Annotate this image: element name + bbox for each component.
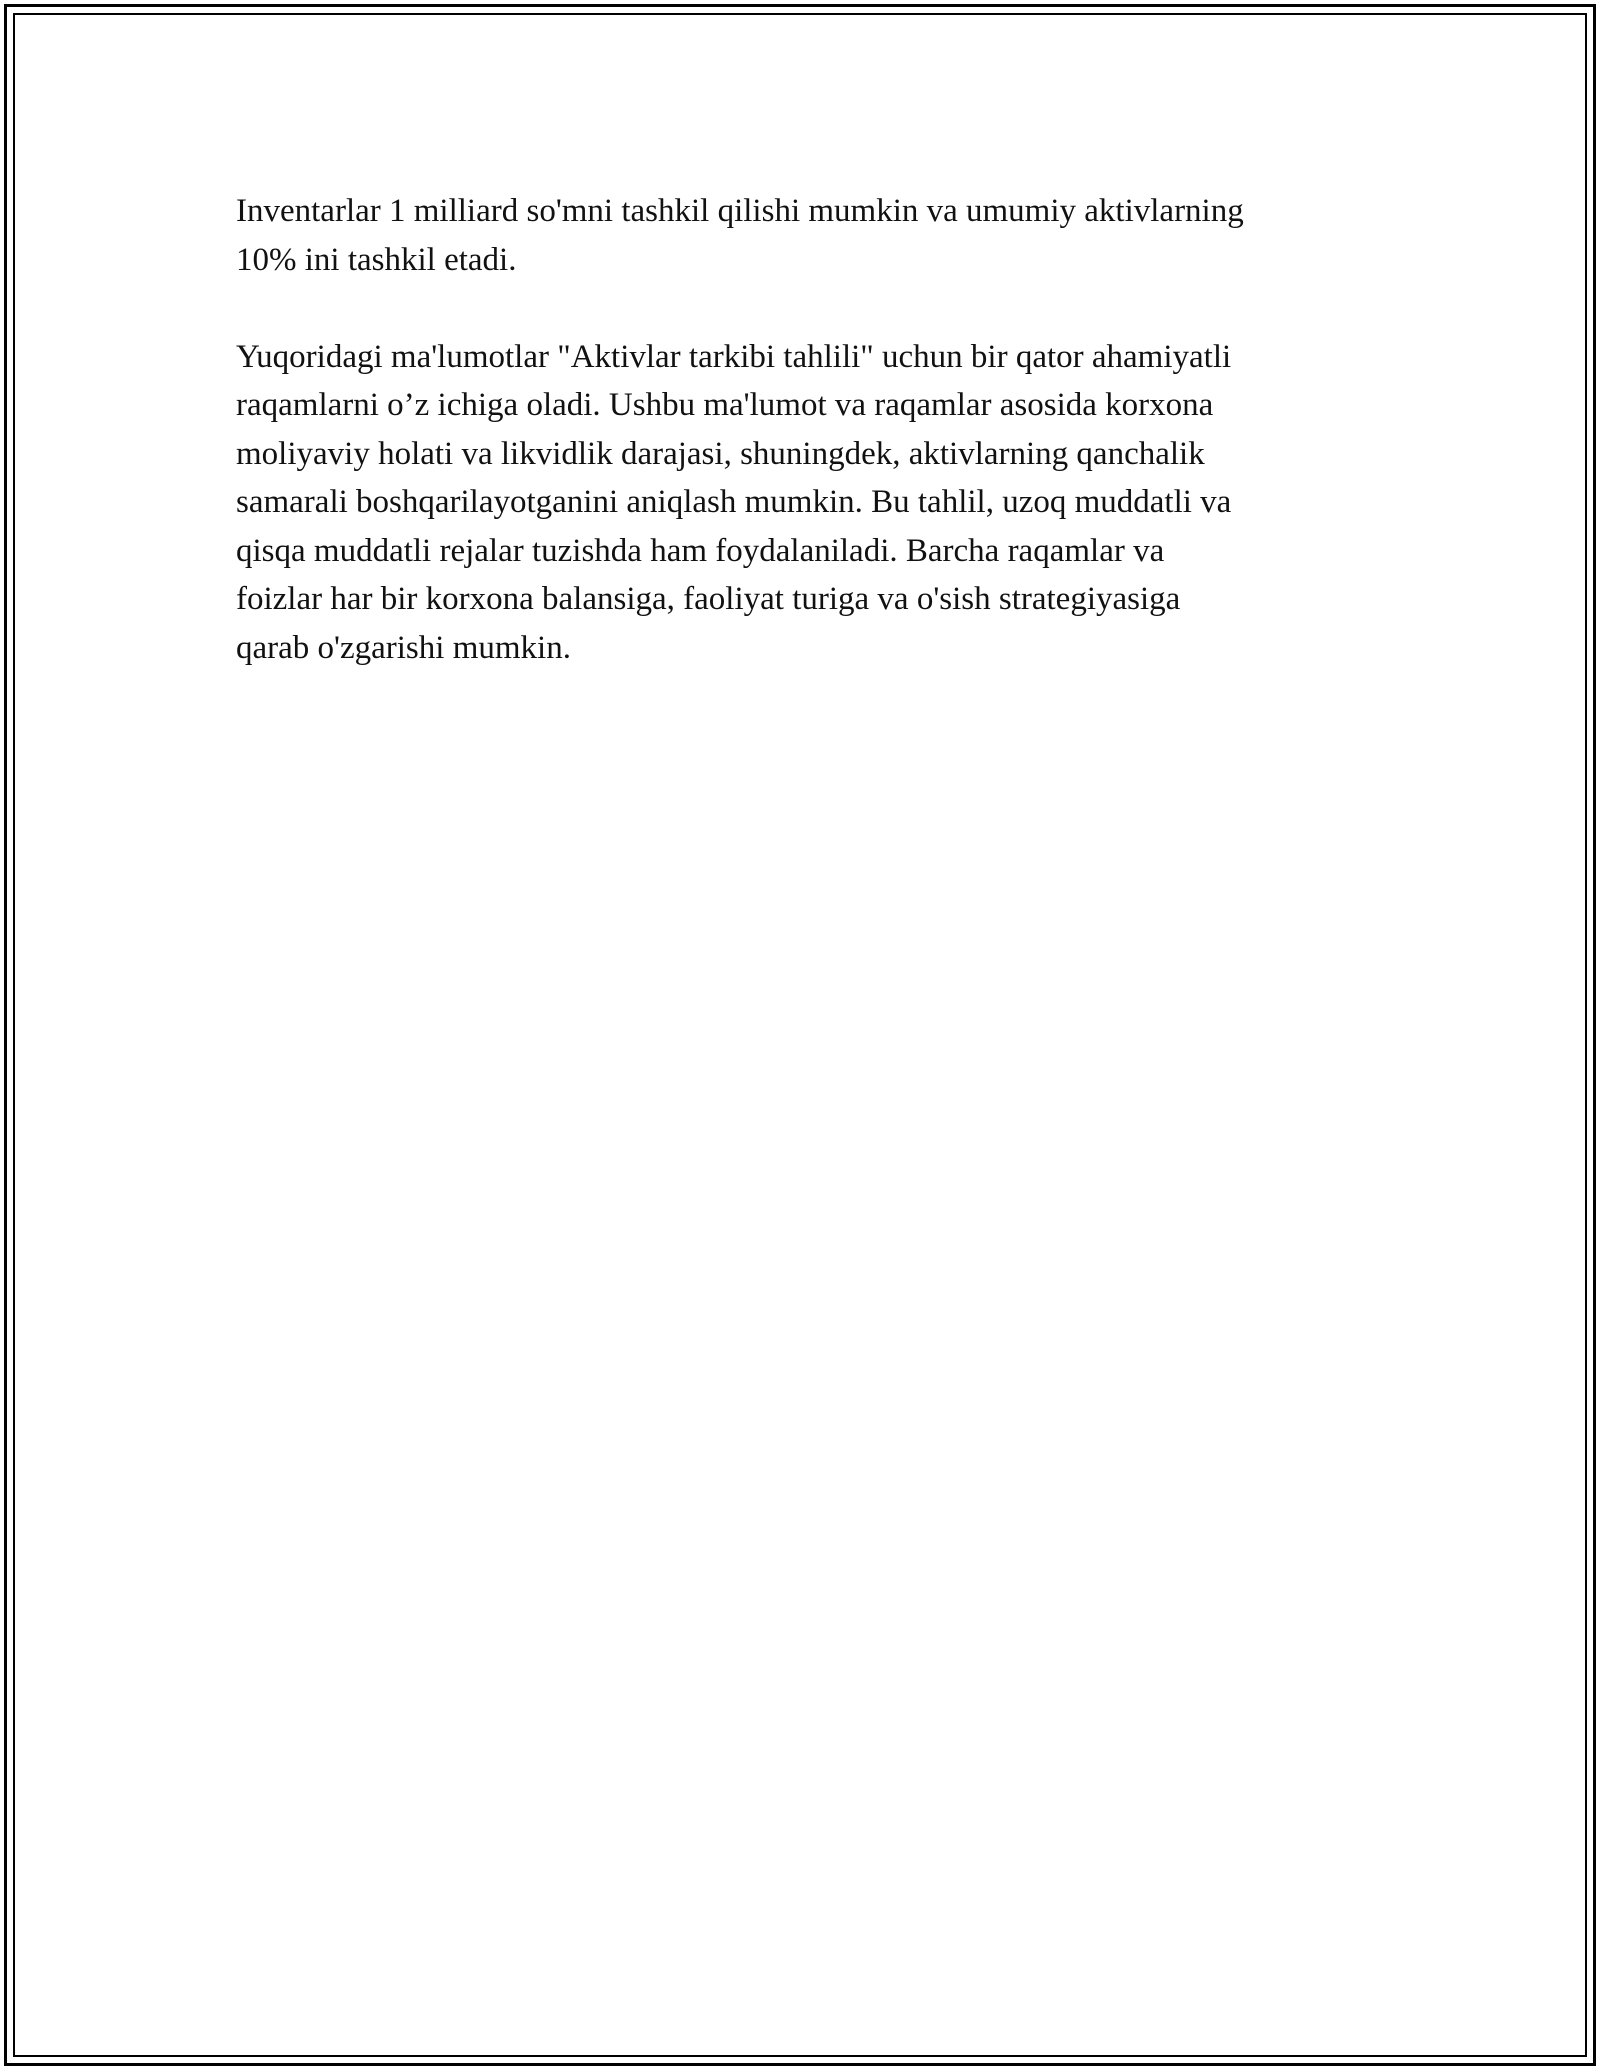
paragraph-inventory <box>236 187 1366 284</box>
text-line: qarab o'zgarishi mumkin. <box>236 629 571 666</box>
text-line: qisqa muddatli rejalar tuzishda ham foydalaniladi. Barcha raqamlar va <box>236 532 1165 569</box>
text-line: Yuqoridagi ma'lumotlar "Aktivlar tarkibi tahlili" uchun bir qator ahamiyatli <box>236 338 1232 375</box>
text-line: samarali boshqarilayotganini aniqlash mumkin. Bu tahlil, uzoq muddatli va <box>236 484 1232 520</box>
text-line: 10% ini tashkil etadi. <box>236 241 517 278</box>
text-line: foizlar har bir korxona balansiga, faoliyat turiga va o'sish strategiyasiga <box>236 581 1181 617</box>
document-body <box>236 187 1366 672</box>
paragraph-analysis <box>236 333 1366 673</box>
text-line: raqamlarni o’z ichiga oladi. Ushbu ma'lumot va raqamlar asosida korxona <box>236 387 1214 423</box>
text-line: moliyaviy holati va likvidlik darajasi, shuningdek, aktivlarning qanchalik <box>236 435 1205 472</box>
text-line: Inventarlar 1 milliard so'mni tashkil qilishi mumkin va umumiy aktivlarning <box>236 193 1244 229</box>
